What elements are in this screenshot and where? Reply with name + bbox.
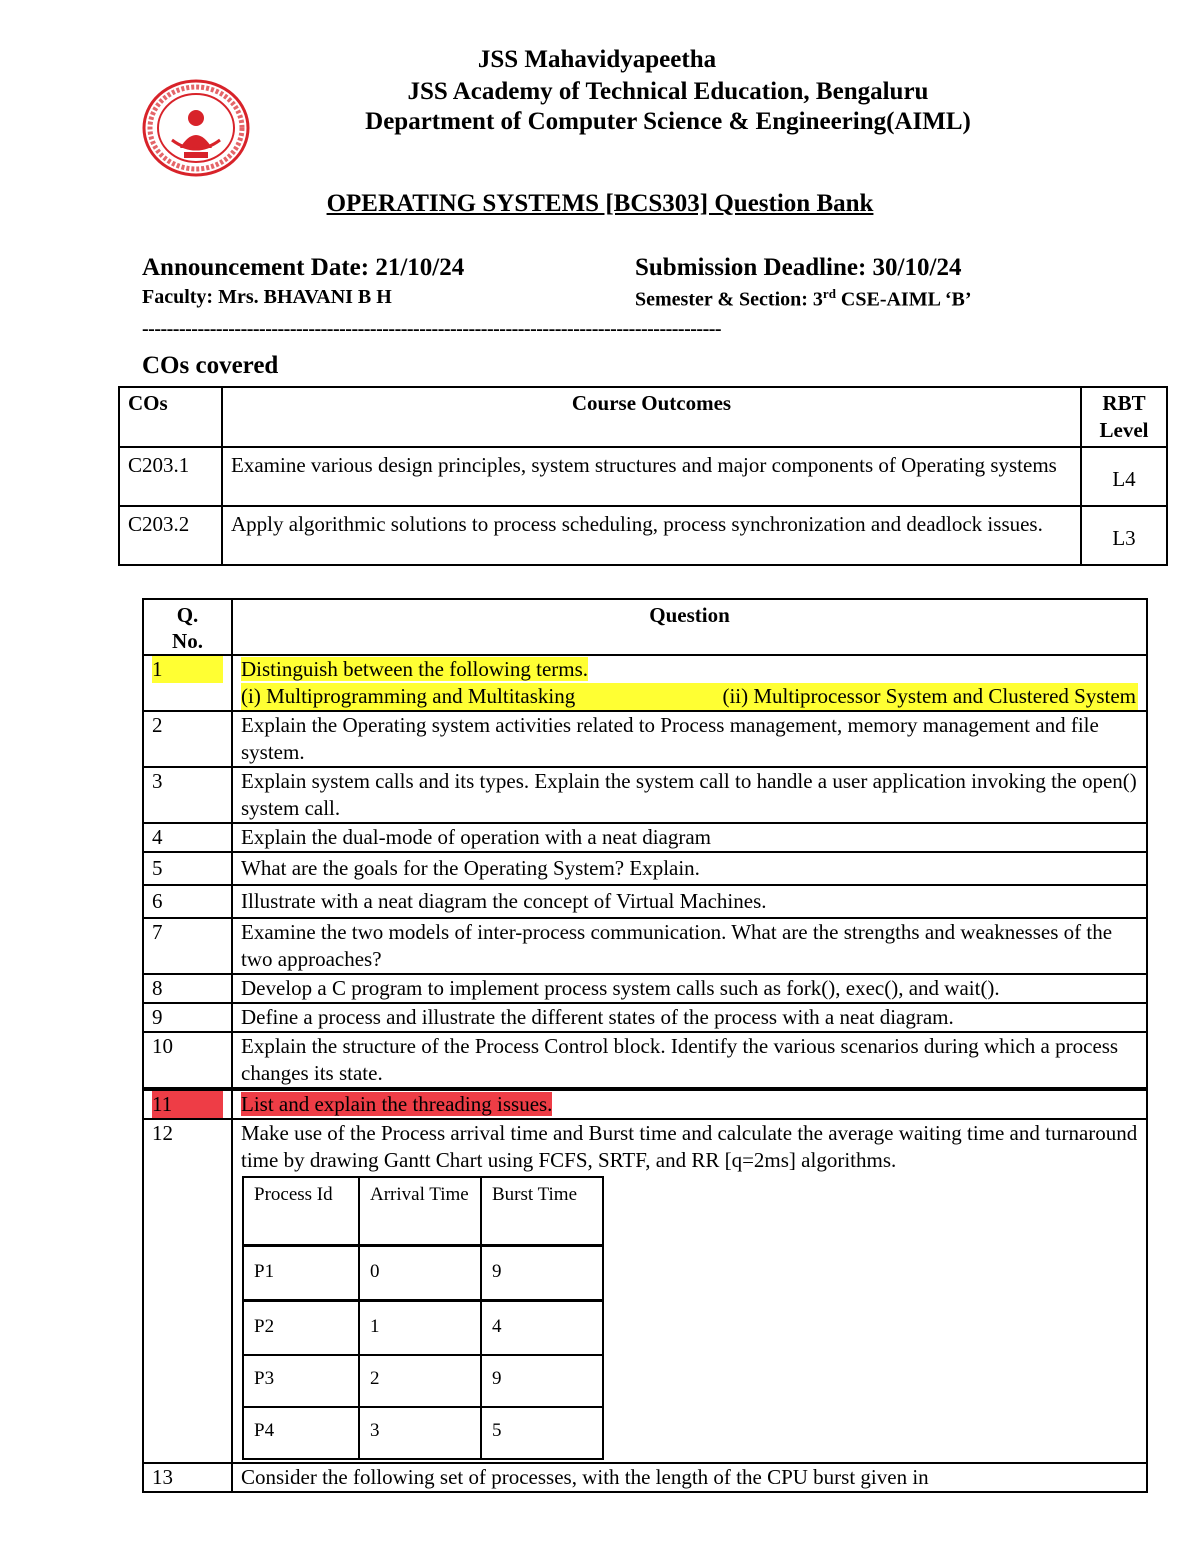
table-row	[143, 852, 1147, 885]
question-row-12	[143, 1119, 1147, 1463]
announcement-date: Announcement Date: 21/10/24	[142, 254, 465, 281]
question-number: 3	[143, 767, 232, 823]
header-line-3: Department of Computer Science & Engineering(AIML)	[365, 108, 971, 135]
process-table	[242, 1176, 604, 1460]
sub-term-b: (ii) Multiprocessor System and Clustered System	[722, 684, 1136, 708]
question-text-11: List and explain the threading issues.	[241, 1092, 553, 1116]
co-outcome: Examine various design principles, system structures and major components of Operating systems	[222, 447, 1081, 506]
burst-time: 4	[481, 1301, 603, 1356]
question-number: 5	[143, 852, 232, 885]
arrival-time-header: Arrival Time	[359, 1177, 481, 1246]
process-id: P2	[243, 1301, 359, 1356]
question-text: Explain the Operating system activities related to Process management, memory management and file system.	[232, 711, 1147, 767]
question-number: 6	[143, 885, 232, 918]
question-text: Illustrate with a neat diagram the concept of Virtual Machines.	[232, 885, 1147, 918]
burst-time: 5	[481, 1407, 603, 1459]
question-text: Consider the following set of processes, with the length of the CPU burst given in	[232, 1463, 1147, 1492]
rbt-header-line2: Level	[1099, 418, 1149, 442]
table-row	[143, 711, 1147, 767]
co-level: L3	[1081, 506, 1167, 565]
question-sub-terms	[241, 683, 1138, 710]
co-id: C203.2	[119, 506, 222, 565]
process-id: P3	[243, 1355, 359, 1407]
question-text: Examine the two models of inter-process communication. What are the strengths and weaknesses of the two approaches?	[232, 918, 1147, 974]
process-id: P4	[243, 1407, 359, 1459]
question-number: 12	[143, 1119, 232, 1463]
table-row	[143, 885, 1147, 918]
semester-section	[635, 286, 972, 312]
question-text	[232, 1090, 1147, 1119]
question-row-13	[143, 1463, 1147, 1492]
burst-time: 9	[481, 1246, 603, 1301]
question-number: 2	[143, 711, 232, 767]
rbt-header-line1: RBT	[1102, 391, 1146, 415]
arrival-time: 0	[359, 1246, 481, 1301]
question-text: Define a process and illustrate the different states of the process with a neat diagram.	[232, 1003, 1147, 1032]
rbt-header	[1081, 387, 1167, 447]
qno-header-line1: Q.	[176, 603, 199, 627]
question-number-1: 1	[152, 656, 223, 683]
question-row-1	[143, 655, 1147, 711]
table-row	[243, 1355, 603, 1407]
arrival-time: 1	[359, 1301, 481, 1356]
question-text-1: Distinguish between the following terms.	[241, 657, 589, 681]
sub-term-a: (i) Multiprogramming and Multitasking	[241, 684, 576, 708]
table-row	[119, 447, 1167, 506]
question-number: 7	[143, 918, 232, 974]
outcome-header: Course Outcomes	[222, 387, 1081, 447]
question-row-11	[143, 1090, 1147, 1119]
qno-header-line2: No.	[172, 629, 203, 653]
co-outcome: Apply algorithmic solutions to process scheduling, process synchronization and deadlock issues.	[222, 506, 1081, 565]
question-number: 9	[143, 1003, 232, 1032]
submission-deadline: Submission Deadline: 30/10/24	[635, 254, 962, 281]
question-text	[232, 655, 1147, 711]
semester-sup: rd	[822, 286, 836, 301]
question-text: Develop a C program to implement process system calls such as fork(), exec(), and wait().	[232, 974, 1147, 1003]
arrival-time: 2	[359, 1355, 481, 1407]
question-text-12: Make use of the Process arrival time and Burst time and calculate the average waiting time and turnaround time by drawing Gantt Chart using FCFS, SRTF, and RR [q=2ms] algorithms.	[241, 1121, 1138, 1172]
table-row	[143, 823, 1147, 852]
qno-header	[143, 599, 232, 655]
question-text: What are the goals for the Operating System? Explain.	[232, 852, 1147, 885]
question-number: 8	[143, 974, 232, 1003]
faculty-name: Faculty: Mrs. BHAVANI B H	[142, 286, 392, 308]
question-number	[143, 1090, 232, 1119]
table-row	[143, 767, 1147, 823]
page-title: OPERATING SYSTEMS [BCS303] Question Bank	[326, 190, 874, 217]
burst-time-header: Burst Time	[481, 1177, 603, 1246]
question-number	[143, 655, 232, 711]
semester-prefix: Semester & Section: 3	[635, 288, 823, 311]
question-text: Explain the dual-mode of operation with a neat diagram	[232, 823, 1147, 852]
semester-suffix: CSE-AIML ‘B’	[835, 288, 972, 311]
divider: ----------------------------------------------------------------------------------------------	[142, 318, 722, 340]
question-header: Question	[232, 599, 1147, 655]
table-row	[143, 1032, 1147, 1088]
course-outcomes-table	[118, 386, 1168, 566]
header-line-2: JSS Academy of Technical Education, Bengaluru	[407, 78, 929, 105]
process-id-header: Process Id	[243, 1177, 359, 1246]
table-row	[143, 1003, 1147, 1032]
questions-table	[142, 598, 1148, 1493]
table-row	[243, 1407, 603, 1459]
co-level: L4	[1081, 447, 1167, 506]
question-text: Explain the structure of the Process Control block. Identify the various scenarios during which a process changes its state.	[232, 1032, 1147, 1088]
table-row	[243, 1301, 603, 1356]
co-header: COs	[119, 387, 222, 447]
co-id: C203.1	[119, 447, 222, 506]
question-text: Explain system calls and its types. Explain the system call to handle a user application invoking the open() system call.	[232, 767, 1147, 823]
burst-time: 9	[481, 1355, 603, 1407]
header-line-1: JSS Mahavidyapeetha	[477, 46, 717, 73]
question-number: 10	[143, 1032, 232, 1088]
question-number: 4	[143, 823, 232, 852]
table-row	[243, 1246, 603, 1301]
question-number-11: 11	[152, 1091, 223, 1118]
question-text	[232, 1119, 1147, 1463]
question-number: 13	[143, 1463, 232, 1492]
table-row	[143, 918, 1147, 974]
table-row	[143, 974, 1147, 1003]
table-row	[119, 506, 1167, 565]
arrival-time: 3	[359, 1407, 481, 1459]
cos-heading: COs covered	[142, 352, 279, 379]
process-id: P1	[243, 1246, 359, 1301]
